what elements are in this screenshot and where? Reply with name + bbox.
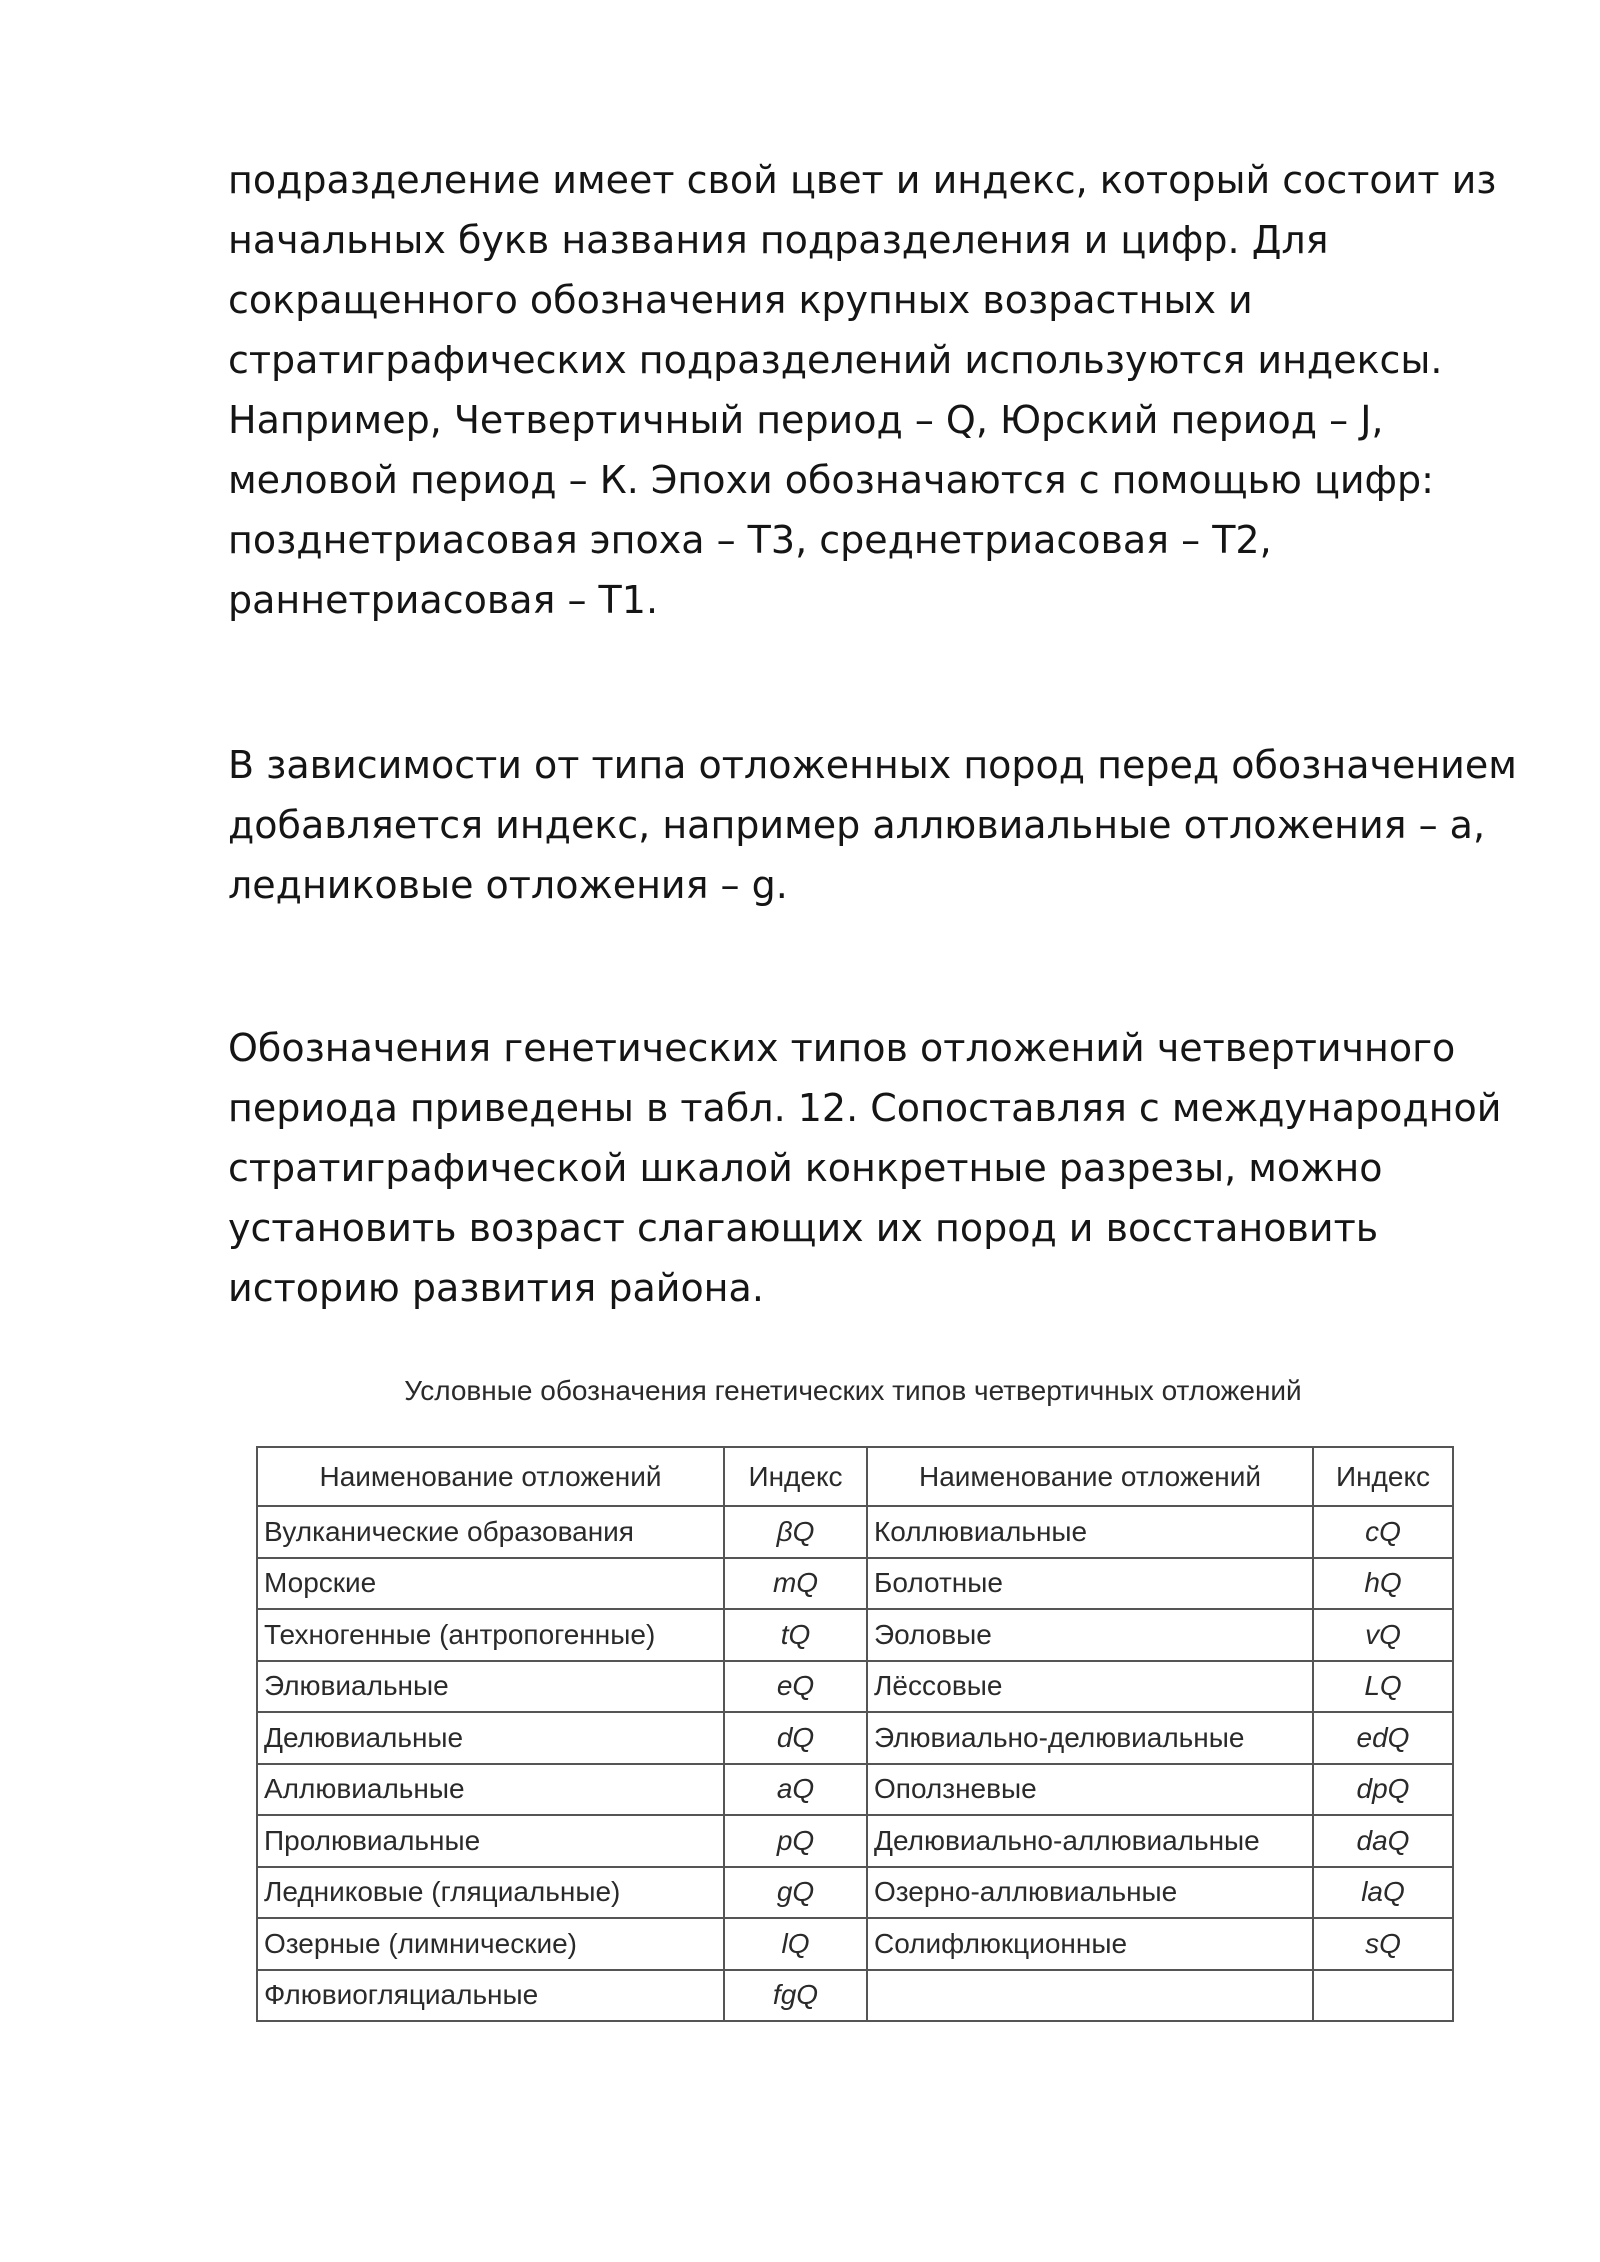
deposit-index-cell: fgQ [724,1970,867,2022]
text-line: Например, Четвертичный период – Q, Юрский период – J, [228,398,1384,442]
table-row [257,1815,1453,1867]
text-line: добавляется индекс, например аллювиальные отложения – а, [228,803,1486,847]
column-header: Индекс [1313,1447,1453,1506]
text-line: периода приведены в табл. 12. Сопоставляя с международной [228,1086,1502,1130]
deposit-name-cell: Оползневые [867,1764,1313,1816]
deposit-index-cell: lQ [724,1918,867,1970]
text-line: стратиграфической шкалой конкретные разрезы, можно [228,1146,1383,1190]
deposit-name-cell [867,1970,1313,2022]
deposit-index-cell: vQ [1313,1609,1453,1661]
table-header-row [257,1447,1453,1506]
deposit-name-cell: Морские [257,1558,724,1610]
deposit-name-cell: Солифлюкционные [867,1918,1313,1970]
text-line: историю развития района. [228,1266,764,1310]
table-body [257,1506,1453,2021]
deposits-index-table [256,1446,1454,2022]
deposit-index-cell: sQ [1313,1918,1453,1970]
deposit-index-cell: βQ [724,1506,867,1558]
deposit-name-cell: Аллювиальные [257,1764,724,1816]
text-line: меловой период – К. Эпохи обозначаются с помощью цифр: [228,458,1434,502]
deposit-name-cell: Элювиально-делювиальные [867,1712,1313,1764]
deposit-index-cell: eQ [724,1661,867,1713]
text-line: позднетриасовая эпоха – Т3, среднетриасовая – Т2, [228,518,1272,562]
deposit-name-cell: Пролювиальные [257,1815,724,1867]
text-line: стратиграфических подразделений используются индексы. [228,338,1443,382]
deposit-name-cell: Флювиогляциальные [257,1970,724,2022]
deposit-name-cell: Ледниковые (гляциальные) [257,1867,724,1919]
table-row [257,1609,1453,1661]
deposit-name-cell: Делювиальные [257,1712,724,1764]
column-header: Индекс [724,1447,867,1506]
deposit-index-cell: aQ [724,1764,867,1816]
text-line: Обозначения генетических типов отложений четвертичного [228,1026,1456,1070]
text-line: ледниковые отложения – g. [228,863,788,907]
deposit-index-cell: LQ [1313,1661,1453,1713]
deposit-name-cell: Болотные [867,1558,1313,1610]
paragraph-subdivision-indexes [228,150,1498,630]
table-row [257,1918,1453,1970]
deposit-index-cell: dpQ [1313,1764,1453,1816]
deposit-index-cell: laQ [1313,1867,1453,1919]
deposit-name-cell: Вулканические образования [257,1506,724,1558]
text-line: начальных букв названия подразделения и цифр. Для [228,218,1329,262]
deposit-name-cell: Эоловые [867,1609,1313,1661]
deposit-index-cell [1313,1970,1453,2022]
deposit-name-cell: Озерно-аллювиальные [867,1867,1313,1919]
column-header: Наименование отложений [257,1447,724,1506]
text-line: раннетриасовая – Т1. [228,578,659,622]
deposit-name-cell: Лёссовые [867,1661,1313,1713]
deposit-name-cell: Элювиальные [257,1661,724,1713]
deposit-name-cell: Делювиально-аллювиальные [867,1815,1313,1867]
table-row [257,1506,1453,1558]
deposit-name-cell: Коллювиальные [867,1506,1313,1558]
table-row [257,1764,1453,1816]
deposit-name-cell: Техногенные (антропогенные) [257,1609,724,1661]
deposit-index-cell: dQ [724,1712,867,1764]
text-line: установить возраст слагающих их пород и восстановить [228,1206,1379,1250]
table-row [257,1867,1453,1919]
paragraph-quaternary-table-intro [228,1018,1502,1318]
deposit-index-cell: daQ [1313,1815,1453,1867]
text-line: В зависимости от типа отложенных пород перед обозначением [228,743,1517,787]
deposit-name-cell: Озерные (лимнические) [257,1918,724,1970]
deposit-index-cell: tQ [724,1609,867,1661]
table-row [257,1558,1453,1610]
deposit-index-cell: gQ [724,1867,867,1919]
table-caption: Условные обозначения генетических типов четвертичных отложений [404,1375,1302,1406]
table-row [257,1661,1453,1713]
deposit-index-cell: edQ [1313,1712,1453,1764]
deposit-index-cell: hQ [1313,1558,1453,1610]
deposit-index-cell: cQ [1313,1506,1453,1558]
deposit-index-cell: pQ [724,1815,867,1867]
table-row [257,1970,1453,2022]
column-header: Наименование отложений [867,1447,1313,1506]
table-row [257,1712,1453,1764]
text-line: сокращенного обозначения крупных возрастных и [228,278,1253,322]
text-line: подразделение имеет свой цвет и индекс, который состоит из [228,158,1497,202]
paragraph-deposit-type-index [228,735,1517,915]
deposit-index-cell: mQ [724,1558,867,1610]
